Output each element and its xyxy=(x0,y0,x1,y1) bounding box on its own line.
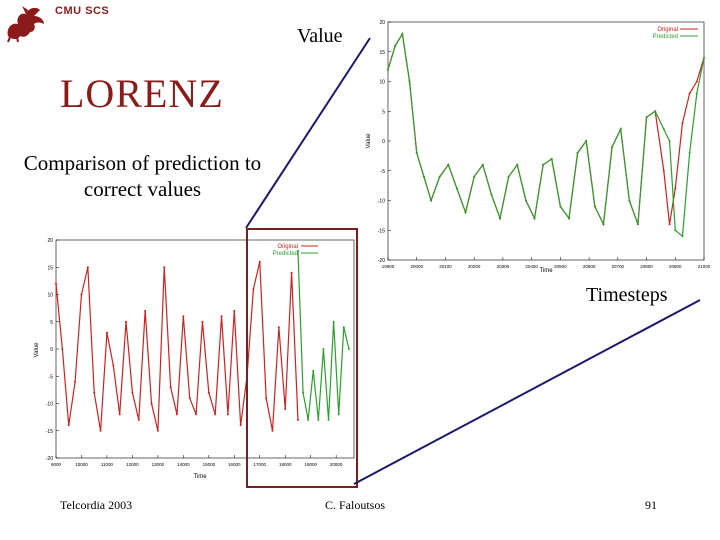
zoom-line-bottom xyxy=(354,300,700,484)
x-tick-label: 10000 xyxy=(75,462,88,467)
x-tick-label: 13000 xyxy=(151,462,165,467)
x-tick-label: 9000 xyxy=(50,462,62,467)
x-tick-label: 19000 xyxy=(304,462,317,467)
x-tick-label: 18000 xyxy=(278,462,292,467)
x-tick-label: 12000 xyxy=(126,462,139,467)
y-tick-label: 15 xyxy=(379,49,385,56)
y-tick-label: 20 xyxy=(47,238,53,244)
slide-title: LORENZ xyxy=(60,71,224,116)
y-tick-label: -20 xyxy=(377,258,385,264)
x-tick-label: 17000 xyxy=(253,462,267,467)
y-axis-label: Value xyxy=(34,342,40,358)
x-tick-label: 20900 xyxy=(669,264,682,269)
x-tick-label: 15000 xyxy=(202,462,216,467)
x-tick-label: 14000 xyxy=(177,462,190,467)
y-tick-label: -10 xyxy=(377,198,385,205)
y-tick-label: 5 xyxy=(50,319,53,326)
x-tick-label: 16000 xyxy=(228,462,241,467)
x-tick-label: 20000 xyxy=(329,462,343,467)
legend-predicted-label: Predicted xyxy=(652,34,678,40)
y-tick-label: -5 xyxy=(48,374,53,381)
y-tick-label: 20 xyxy=(379,20,385,26)
slide-subtitle: Comparison of prediction to correct values xyxy=(23,151,262,201)
x-tick-label: 11000 xyxy=(100,462,114,467)
y-tick-label: -15 xyxy=(45,428,53,435)
y-tick-label: 0 xyxy=(382,139,385,145)
timesteps-axis-callout: Timesteps xyxy=(586,284,668,306)
legend-predicted-label: Predicted xyxy=(272,251,298,257)
x-tick-label: 20000 xyxy=(410,264,423,269)
x-tick-label: 20300 xyxy=(496,264,510,269)
legend-original-label: Original xyxy=(657,27,678,33)
zoom-line-top xyxy=(246,38,370,228)
x-tick-label: 20700 xyxy=(611,264,625,269)
x-tick-label: 20800 xyxy=(640,264,653,269)
footer-event: Telcordia 2003 xyxy=(60,498,133,512)
institution-label: CMU SCS xyxy=(55,5,110,17)
x-tick-label: 20600 xyxy=(582,264,596,269)
y-tick-label: 15 xyxy=(47,265,53,272)
value-axis-callout: Value xyxy=(297,25,343,47)
y-tick-label: -15 xyxy=(377,228,385,235)
x-tick-label: 20200 xyxy=(467,264,481,269)
y-tick-label: -10 xyxy=(45,401,53,408)
y-tick-label: 10 xyxy=(47,292,53,299)
x-tick-label: 20100 xyxy=(439,264,452,269)
x-tick-label: 20400 xyxy=(525,264,538,269)
x-tick-label: 19900 xyxy=(381,264,395,269)
slide-number: 91 xyxy=(645,498,657,512)
y-axis-label: Value xyxy=(366,133,372,149)
x-axis-label: Time xyxy=(193,474,207,480)
y-tick-label: 5 xyxy=(382,109,385,116)
legend-original-label: Original xyxy=(277,244,298,250)
y-tick-label: -20 xyxy=(45,456,53,462)
y-tick-label: 0 xyxy=(50,347,53,353)
y-tick-label: 10 xyxy=(379,79,385,86)
x-axis-label: Time xyxy=(539,268,553,274)
y-tick-label: -5 xyxy=(380,168,385,175)
x-tick-label: 21000 xyxy=(697,264,710,269)
footer-author: C. Faloutsos xyxy=(325,498,386,512)
x-tick-label: 20500 xyxy=(554,264,567,269)
